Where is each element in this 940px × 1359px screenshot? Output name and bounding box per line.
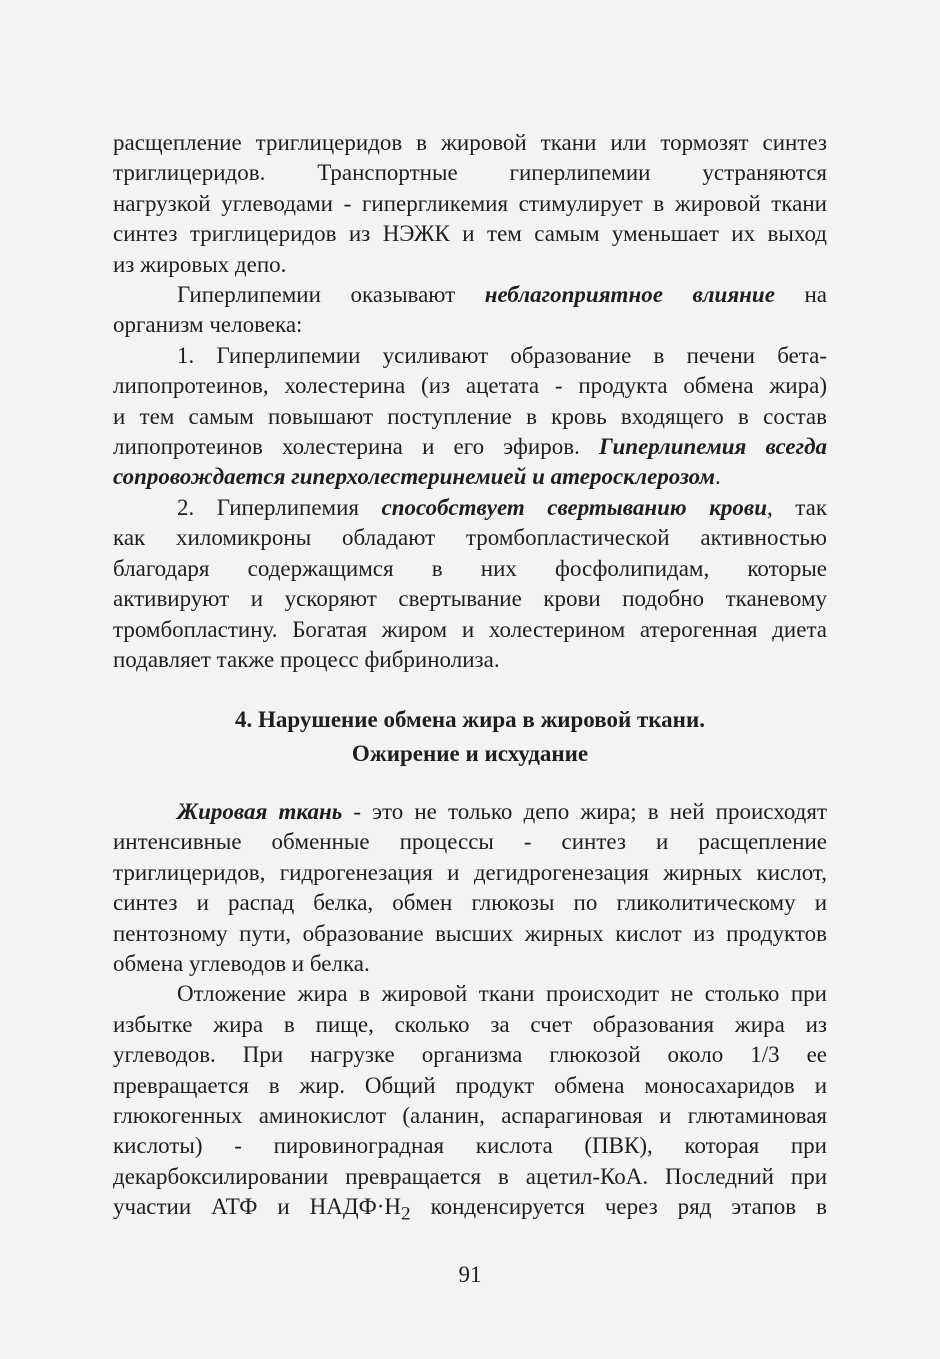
section-heading-line-2: Ожирение и исхудание xyxy=(351,741,589,766)
section-heading xyxy=(113,703,827,771)
list-item-1: 1. Гиперлипемии усиливают образование в печени бета- липопротеинов, холестерина (из ацетата - продукта обмена жира) и тем самым повышают поступление в кровь входящего в состав липопротеинов холестерина и его эфиров. Гиперлипемия всегда сопровождается гиперхолестеринемией и атеросклерозом. xyxy=(113,342,827,490)
page-number: 91 xyxy=(458,1262,482,1287)
text-block-top xyxy=(113,128,827,675)
text-block-bottom xyxy=(113,797,827,1230)
emphasis-adverse-effect: неблагоприятное влияние xyxy=(484,282,775,308)
emphasis-adipose-tissue: Жировая ткань xyxy=(177,799,343,824)
emphasis-atherosclerosis: сопровождается гиперхолестеринемией и атеросклерозом xyxy=(113,464,716,490)
paragraph-fat-deposition: Отложение жира в жировой ткани происходит не столько при избытке жира в пище, сколько за счет образования жира из углеводов. При нагрузке организма глюкозой около 1/3 ее превращается в жир. Общий продукт обмена моносахаридов и глюкогенных аминокислот (аланин, аспарагиновая и глютаминовая кислоты) - пировиноградная кислота (ПВК), которая при декарбоксилировании превращается в ацетил-КоА. Последний при участии АТФ и $НАДФ\cdot Н_2$ конденсируется через ряд этапов в xyxy=(113,981,827,1225)
paragraph-adipose-tissue: Жировая ткань - это не только депо жира; в ней происходят интенсивные обменные процессы - синтез и расщепление триглицеридов, гидрогенезация и дегидрогенезация жирных кислот, синтез и распад белка, обмен глюкозы по гликолитическому и пентозному пути, образование высших жирных кислот из продуктов обмена углеводов и белка. xyxy=(113,799,827,977)
subscript-2: 2 xyxy=(401,1203,411,1225)
section-heading-line-1: 4. Нарушение обмена жира в жировой ткани. xyxy=(235,707,705,732)
emphasis-blood-clotting: способствует свертыванию крови xyxy=(381,494,767,520)
emphasis-hyperlipemia-always: Гиперлипемия всегда xyxy=(599,434,827,460)
paragraph-hyperlipemia-continuation: расщепление триглицеридов в жировой ткани или тормозят синтез триглицеридов. Транспортные гиперлипемии устраняются нагрузкой углеводами - гипергликемия стимулирует в жировой ткани синтез триглицеридов из НЭЖК и тем самым уменьшает их выход из жировых депо. xyxy=(113,130,827,277)
paragraph-adverse-effects: Гиперлипемии оказывают неблагоприятное влияние на организм человека: xyxy=(113,282,827,338)
list-item-2: 2. Гиперлипемия способствует свертыванию крови, так как хиломикроны обладают тромбопластической активностью благодаря содержащимся в них фосфолипидам, которые активируют и ускоряют свертывание крови подобно тканевому тромбопластину. Богатая жиром и холестерином атерогенная диета подавляет также процесс фибринолиза. xyxy=(113,494,827,672)
